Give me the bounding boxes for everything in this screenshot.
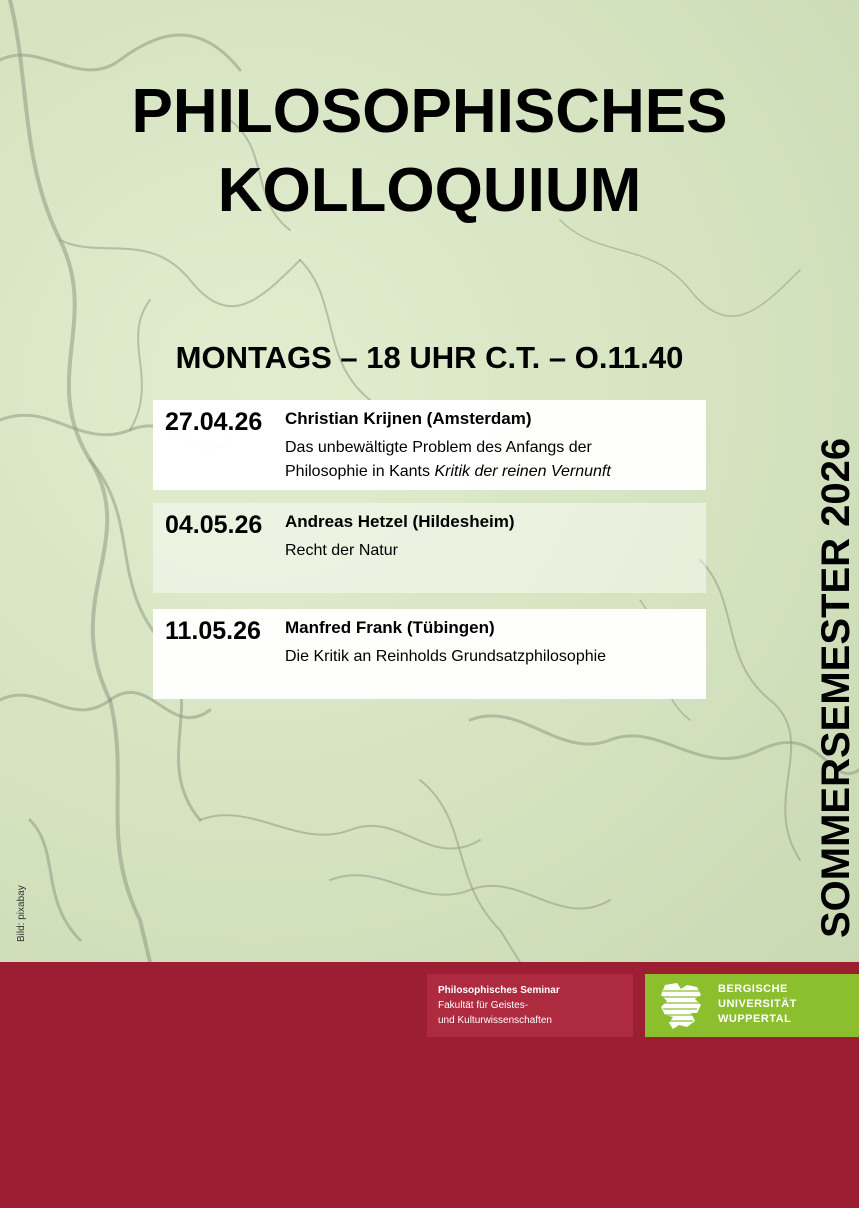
event-talk-line-2-prefix: Philosophie in Kants — [285, 463, 435, 480]
poster-title-line-1: PHILOSOPHISCHES — [131, 77, 728, 146]
event-speaker: Andreas Hetzel (Hildesheim) — [285, 512, 515, 531]
event-card-2 — [153, 503, 706, 593]
university-line-2: UNIVERSITÄT — [718, 998, 797, 1010]
lion-crest-icon — [657, 979, 707, 1031]
faculty-line-1: Fakultät für Geistes- — [438, 1000, 529, 1011]
footer-band — [0, 962, 859, 1208]
event-date: 27.04.26 — [165, 408, 263, 436]
event-card-1 — [153, 400, 706, 490]
event-date: 04.05.26 — [165, 511, 263, 539]
event-talk-title: Recht der Natur — [285, 542, 398, 559]
university-line-3: WUPPERTAL — [718, 1013, 792, 1025]
event-talk-book-title: Kritik der reinen Vernunft — [434, 463, 611, 480]
university-logo-box — [645, 974, 859, 1037]
poster-title-line-2: KOLLOQUIUM — [217, 156, 642, 225]
event-talk-title: Die Kritik an Reinholds Grundsatzphilosophie — [285, 648, 607, 665]
seminar-name: Philosophisches Seminar — [438, 985, 560, 996]
image-credit: Bild: pixabay — [16, 885, 27, 942]
seminar-info-box — [427, 974, 633, 1037]
faculty-line-2: und Kulturwissenschaften — [438, 1015, 552, 1026]
university-name — [718, 982, 797, 1027]
semester-label: SOMMERSEMESTER 2026 — [814, 437, 858, 938]
event-date: 11.05.26 — [165, 617, 261, 645]
event-talk-title — [285, 436, 695, 484]
event-talk-line-1: Das unbewältigte Problem des Anfangs der — [285, 439, 592, 456]
event-card-3 — [153, 609, 706, 699]
event-speaker: Manfred Frank (Tübingen) — [285, 618, 495, 637]
event-speaker: Christian Krijnen (Amsterdam) — [285, 409, 532, 428]
university-line-1: BERGISCHE — [718, 983, 788, 995]
schedule-subtitle: MONTAGS – 18 UHR C.T. – O.11.40 — [175, 340, 684, 375]
